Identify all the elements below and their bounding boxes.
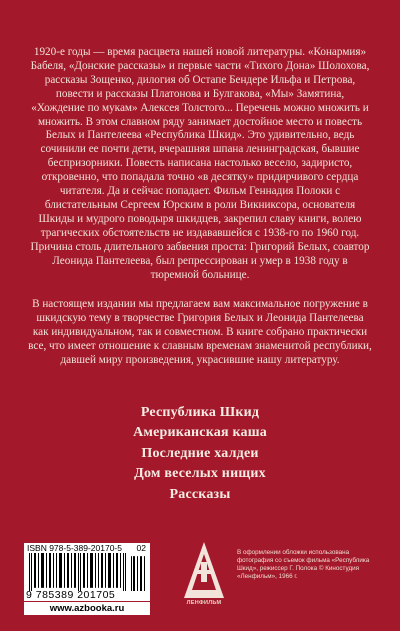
contents-list — [0, 403, 400, 505]
isbn-addon: 02 — [136, 543, 146, 553]
barcode-digits: 9 785389 201705 — [26, 589, 116, 601]
lenfilm-logo-icon — [182, 540, 226, 606]
blurb-paragraph-2: В настоящем издании мы предлагаем вам максимальное погружение в шкидскую тему в творчестве Григория Белых и Леонида Пантелеева как индивидуальном, так и совместном. В книге собрано практически все, что имеет отношение к славным временам знаменитой республики, давшей миру произведения, украсившие нашу литературу. — [28, 298, 372, 366]
contents-item: Дом веселых нищих — [134, 466, 266, 482]
barcode-bars — [27, 553, 147, 591]
barcode — [24, 543, 150, 601]
isbn-label: ISBN 978-5-389-20170-5 — [27, 543, 122, 553]
logo-text: ЛЕНФИЛЬМ — [186, 600, 222, 606]
contents-item: Американская каша — [133, 425, 267, 441]
contents-item: Рассказы — [169, 486, 231, 502]
blurb-paragraph-1: 1920-е годы — время расцвета нашей новой литературы. «Конармия» Бабеля, «Донские рассказы» и первые части «Тихого Дона» Шолохова, рассказы Зощенко, дилогия об Остапе Бендере Ильфа и Петрова, повести и рассказы Платонова и Булгакова, «Мы» Замятина, «Хождение по мукам» Алексея Толстого... Перечень можно множить и множить. В этом славном ряду занимает достойное место и повесть Белых и Пантелеева «Республика Шкид». Это удивительно, ведь сочинили ее почти дети, вчерашняя шпана ленинградская, бывшие беспризорники. Повесть написана настолько весело, задиристо, откровенно, что попадала точно «в десятку» придирчивого сердца читателя. Да и сейчас попадает. Фильм Геннадия Полоки с блистательным Сергеем Юрским в роли Викниксора, основателя Шкиды и мудрого поводыря шкидцев, закрепил славу книги, волею трагических обстоятельств не издававшейся с 1938-го по 1960 год. Причина столь длительного забвения проста: Григорий Белых, соавтор Леонида Пантелеева, был репрессирован и умер в 1938 году в тюремной больнице. — [30, 46, 370, 281]
website-link[interactable]: www.azbooka.ru — [24, 601, 150, 615]
contents-item: Последние халдеи — [141, 445, 259, 461]
contents-item: Республика Шкид — [140, 405, 260, 420]
cover-credits: В оформлении обложки использована фотография со съемок фильма «Республика Шкид», режиссер Г. Полока © Киностудия «Ленфильм», 1966 г. — [237, 549, 370, 580]
